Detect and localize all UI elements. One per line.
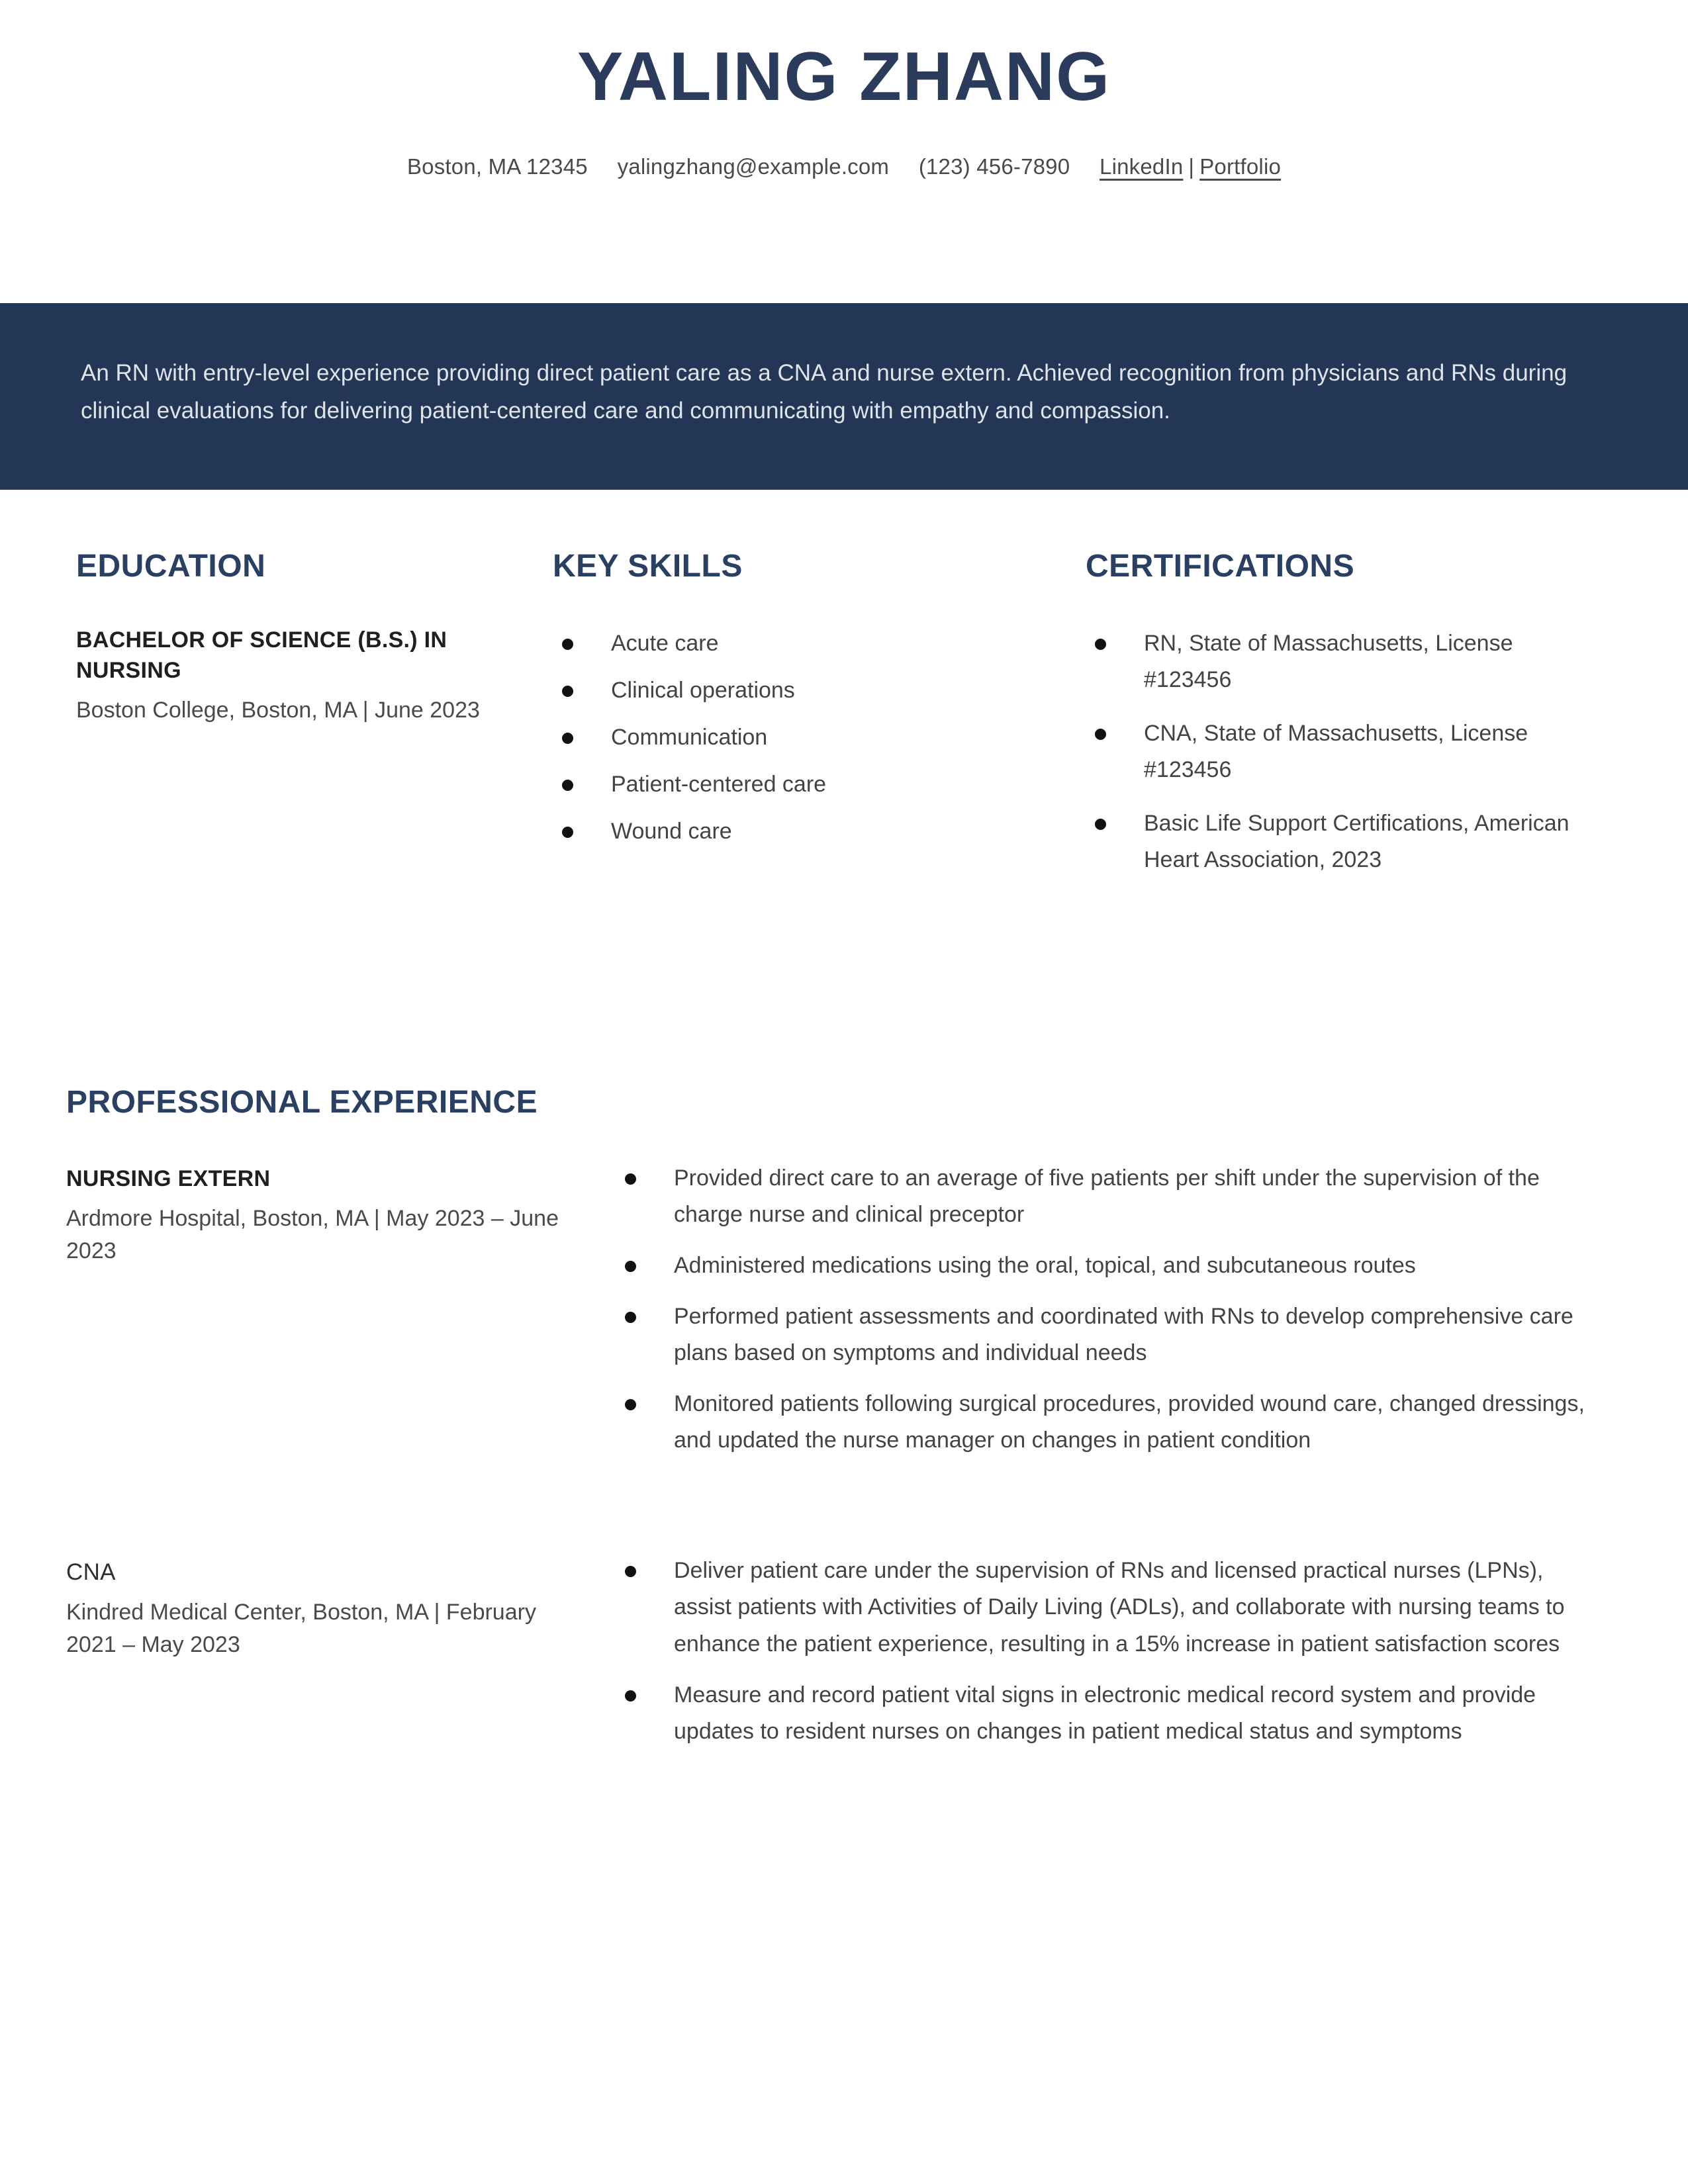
- contact-separator: |: [1188, 154, 1195, 179]
- list-item: Patient-centered care: [553, 766, 1076, 803]
- job-title: CNA: [66, 1559, 116, 1586]
- job-bullet-list: [616, 1160, 1602, 1459]
- contact-location: Boston, MA 12345: [406, 154, 588, 179]
- key-skills-list: [553, 625, 1076, 850]
- summary-text: An RN with entry-level experience providing direct patient care as a CNA and nurse extern. Achieved recognition from physicians and RNs during clinical evaluations for delivering patient-centered care and communicating with empathy and compassion.: [81, 360, 1568, 424]
- list-item: Performed patient assessments and coordinated with RNs to develop comprehensive care plans based on symptoms and individual needs: [616, 1298, 1602, 1371]
- education-degree: BACHELOR OF SCIENCE (B.S.) IN NURSING: [76, 627, 447, 683]
- contact-email: yalingzhang@example.com: [617, 154, 890, 179]
- certifications-list: [1086, 625, 1589, 878]
- summary-banner: [0, 303, 1688, 490]
- list-item: Provided direct care to an average of five patients per shift under the supervision of the charge nurse and clinical preceptor: [616, 1160, 1602, 1233]
- job-meta: Kindred Medical Center, Boston, MA | February 2021 – May 2023: [66, 1599, 536, 1657]
- job-entry-nursing-extern: [0, 1160, 1688, 1474]
- list-item: Clinical operations: [553, 672, 1076, 709]
- list-item: Monitored patients following surgical procedures, provided wound care, changed dressings, and updated the nurse manager on changes in patient condition: [616, 1386, 1602, 1459]
- education-section: [76, 549, 539, 895]
- three-column-row: [0, 549, 1688, 895]
- list-item: Acute care: [553, 625, 1076, 662]
- candidate-name: YALING ZHANG: [577, 38, 1111, 115]
- list-item: Measure and record patient vital signs in electronic medical record system and provide updates to resident nurses on changes in patient medical status and symptoms: [616, 1677, 1602, 1750]
- job-details-cna: [616, 1553, 1602, 1764]
- list-item: Administered medications using the oral, topical, and subcutaneous routes: [616, 1248, 1602, 1284]
- job-summary-cna: [66, 1553, 589, 1764]
- contact-phone: (123) 456-7890: [918, 154, 1070, 179]
- certifications-section: [1086, 549, 1589, 895]
- education-heading: EDUCATION: [76, 549, 266, 584]
- key-skills-heading: KEY SKILLS: [553, 549, 743, 584]
- job-summary-nursing-extern: [66, 1160, 589, 1474]
- list-item: RN, State of Massachusetts, License #123456: [1086, 625, 1589, 698]
- linkedin-link[interactable]: LinkedIn: [1100, 154, 1184, 179]
- list-item: CNA, State of Massachusetts, License #123456: [1086, 715, 1589, 788]
- list-item: Wound care: [553, 813, 1076, 850]
- list-item: Basic Life Support Certifications, American Heart Association, 2023: [1086, 805, 1589, 878]
- job-title: NURSING EXTERN: [66, 1165, 271, 1191]
- resume-header: [0, 0, 1688, 179]
- experience-section: [0, 1085, 1688, 1804]
- certifications-heading: CERTIFICATIONS: [1086, 549, 1355, 584]
- job-details-nursing-extern: [616, 1160, 1602, 1474]
- portfolio-link[interactable]: Portfolio: [1199, 154, 1282, 179]
- education-school: Boston College, Boston, MA | June 2023: [76, 697, 480, 723]
- job-entry-cna: [0, 1553, 1688, 1764]
- job-meta: Ardmore Hospital, Boston, MA | May 2023 – June 2023: [66, 1205, 559, 1263]
- contact-line: [0, 154, 1688, 179]
- experience-heading: PROFESSIONAL EXPERIENCE: [66, 1085, 538, 1120]
- list-item: Deliver patient care under the supervision of RNs and licensed practical nurses (LPNs), assist patients with Activities of Daily Living (ADLs), and collaborate with nursing teams to enhance the patient experience, resulting in a 15% increase in patient satisfaction scores: [616, 1553, 1602, 1662]
- list-item: Communication: [553, 719, 1076, 756]
- job-bullet-list: [616, 1553, 1602, 1749]
- key-skills-section: [553, 549, 1076, 895]
